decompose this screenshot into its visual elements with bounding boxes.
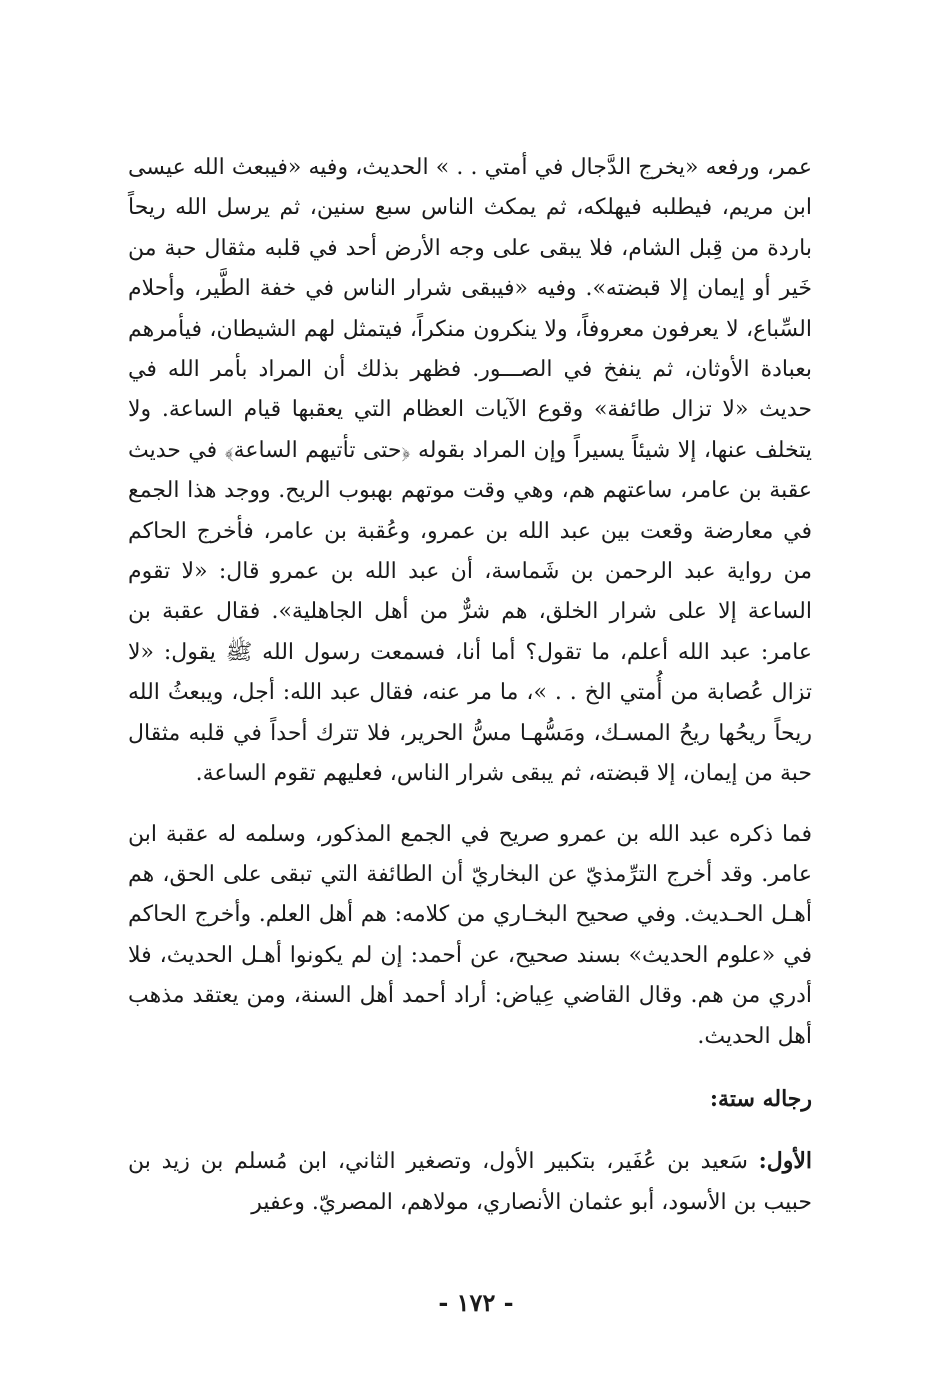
paragraph <box>128 815 812 1057</box>
paragraph-text: فما ذكره عبد الله بن عمرو صريح في الجمع المذكور، وسلمه له عقبة ابن عامر. وقد أخرج الترِّمذيّ عن البخاريّ أن الطائفة التي تبقى على الحق، هم أهـل الحـديث. وفي صحيح البخـاري من كلامه: هم أهل العلم. وأخرج الحاكم في «علوم الحديث» بسند صحيح، عن أحمد: إن لم يكونوا أهـل الحديث، فلا أدري من هم. وقال القاضي عِياض: أراد أحمد أهل السنة، ومن يعتقد مذهب أهل الحديث. <box>128 821 812 1049</box>
page-body <box>128 148 812 1223</box>
narrator-description: سَعيد بن عُفَير، بتكبير الأول، وتصغير الثاني، ابن مُسلم بن زيد بن حبيب بن الأسود، أبو عثمان الأنصاري، مولاهم، المصريّ. وعفير <box>128 1149 812 1215</box>
section-heading: رجاله ستة: <box>709 1085 812 1112</box>
paragraph-text: عمر، ورفعه «يخرج الدَّجال في أمتي . . » الحديث، وفيه «فيبعث الله عيسى ابن مريم، فيطلبه فيهلكه، ثم يمكث الناس سبع سنين، ثم يرسل الله ريحاً باردة من قِبل الشام، فلا يبقى على وجه الأرض أحد في قلبه مثقال حبة من خَير أو إيمان إلا قبضته». وفيه «فيبقى شرار الناس في خفة الطَّير، وأحلام السِّباع، لا يعرفون معروفاً، ولا ينكرون منكراً، فيتمثل لهم الشيطان، فيأمرهم بعبادة الأوثان، ثم ينفخ في الصـــور. فظهر بذلك أن المراد بأمر الله في حديث «لا تزال طائفة» وقوع الآيات العظام التي يعقبها قيام الساعة. ولا يتخلف عنها، إلا شيئاً يسيراً وإن المراد بقوله ﴿حتى تأتيهم الساعة﴾ في حديث عقبة بن عامر، ساعتهم هم، وهي وقت موتهم بهبوب الريح. ووجد هذا الجمع في معارضة وقعت بين عبد الله بن عمرو، وعُقبة بن عامر، فأخرج الحاكم من رواية عبد الرحمن بن شَماسة، أن عبد الله بن عمرو قال: «لا تقوم الساعة إلا على شرار الخلق، هم شرٌّ من أهل الجاهلية». فقال عقبة بن عامر: عبد الله أعلم، ما تقول؟ أما أنا، فسمعت رسول الله ﷺ يقول: «لا تزال عُصابة من أُمتي الخ . . »، ما مر عنه، فقال عبد الله: أجل، ويبعثُ الله ريحاً ريحُها ريحُ المسـك، ومَسُّهـا مسُّ الحرير، فلا تترك أحداً في قلبه مثقال حبة من إيمان، إلا قبضته، ثم يبقى شرار الناس، فعليهم تقوم الساعة. <box>128 155 812 787</box>
paragraph <box>128 148 812 795</box>
paragraph-text <box>128 1141 812 1223</box>
page-number: - ١٧٢ - <box>438 1288 514 1317</box>
narrator-term: الأول: <box>758 1148 812 1175</box>
paragraph <box>128 1141 812 1223</box>
